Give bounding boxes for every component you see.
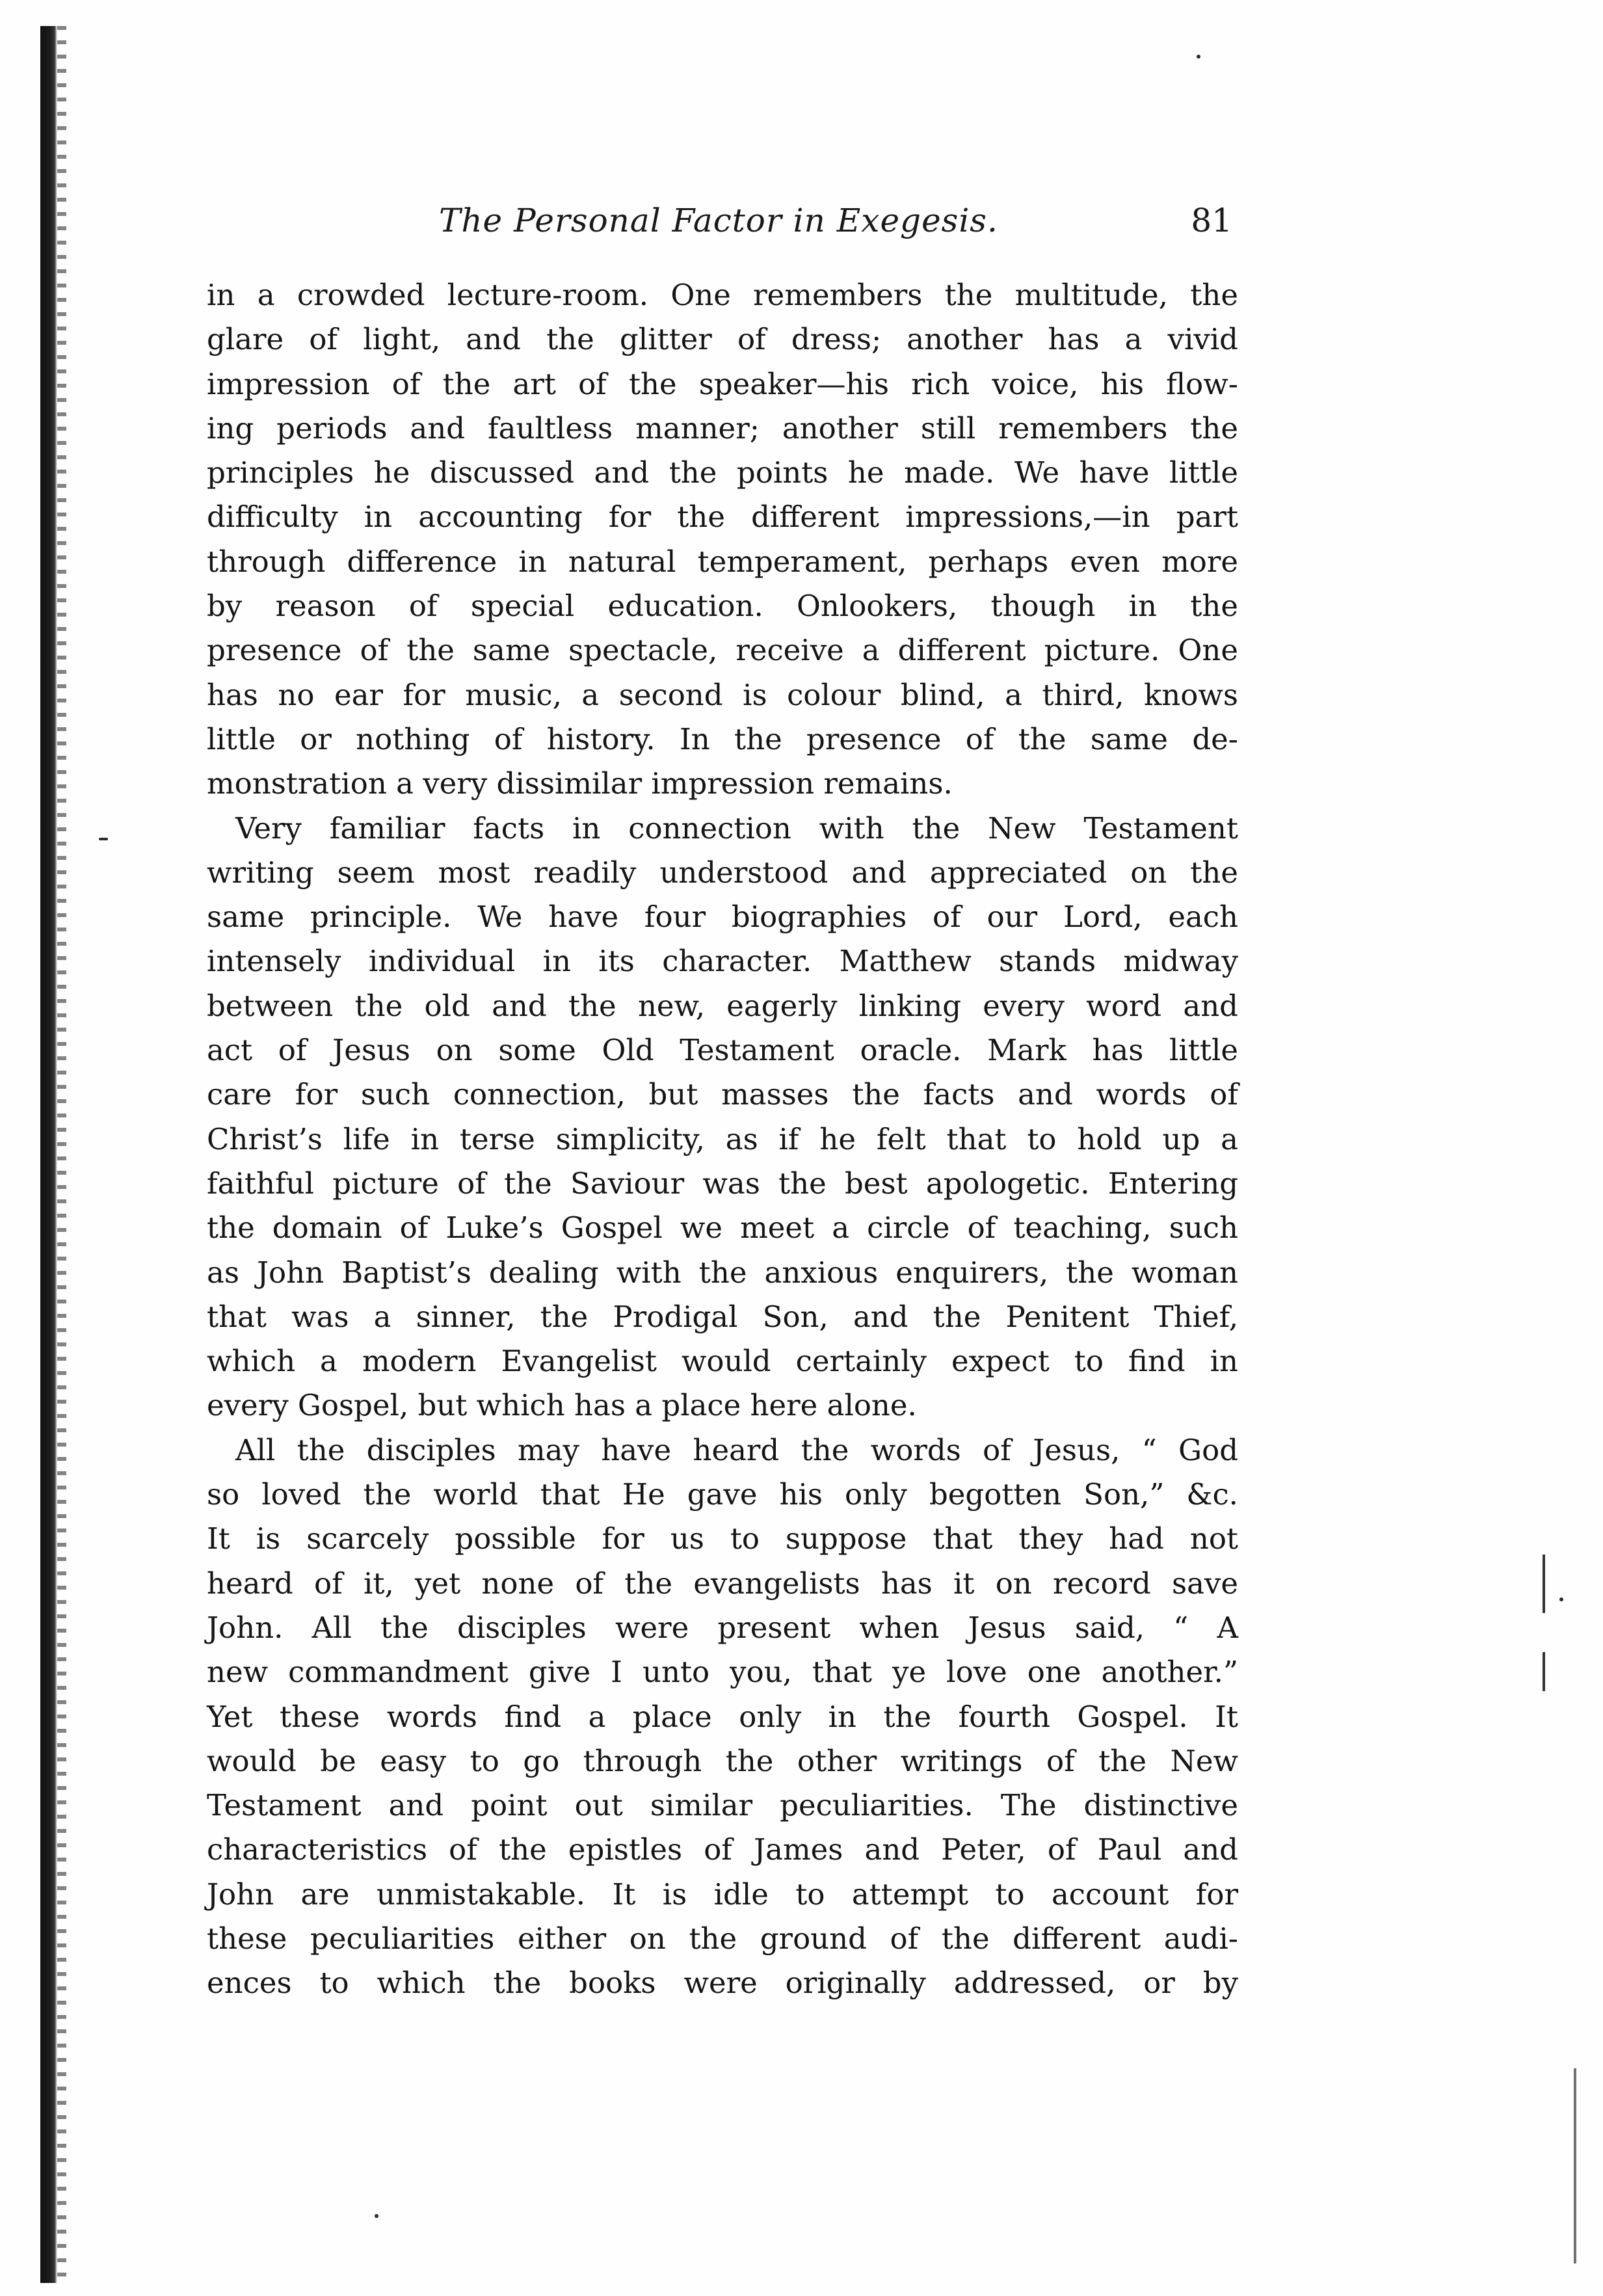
text-line: these peculiarities either on the ground of the different audi- <box>207 1921 1238 1956</box>
text-line: Christ’s life in terse simplicity, as if he felt that to hold up a <box>207 1121 1238 1156</box>
body-text <box>207 273 1238 2006</box>
text-line: has no ear for music, a second is colour blind, a third, knows <box>207 677 1238 712</box>
page-header <box>205 195 1239 254</box>
text-line: in a crowded lecture-room. One remembers the multitude, the <box>207 278 1238 312</box>
text-line: John are unmistakable. It is idle to attempt to account for <box>207 1876 1238 1912</box>
paragraph-2 <box>207 807 1238 1428</box>
text-line: through difference in natural temperament, perhaps even more <box>207 544 1238 579</box>
text-line: John. All the disciples were present when Jesus said, “ A <box>207 1610 1238 1645</box>
edge-mark <box>1543 1555 1545 1613</box>
text-line: by reason of special education. Onlookers, though in the <box>207 589 1238 624</box>
text-line: care for such connection, but masses the facts and words of <box>207 1077 1238 1112</box>
text-line: new commandment give I unto you, that ye love one another.” <box>207 1655 1238 1690</box>
text-line: monstration a very dissimilar impression remains. <box>207 766 953 801</box>
edge-mark <box>1574 2068 1576 2263</box>
text-line: difficulty in accounting for the different impressions,—in part <box>207 500 1238 535</box>
text-line: little or nothing of history. In the presence of the same de- <box>207 721 1238 756</box>
running-title: The Personal Factor in Exegesis. <box>439 202 998 239</box>
text-line: as John Baptist’s dealing with the anxious enquirers, the woman <box>207 1255 1238 1290</box>
text-line: Very familiar facts in connection with the New Testament <box>235 810 1238 846</box>
text-line: It is scarcely possible for us to suppose that they had not <box>207 1521 1238 1556</box>
page-number: 81 <box>1191 202 1232 239</box>
stray-dot <box>1197 55 1200 59</box>
edge-mark <box>1543 1652 1545 1691</box>
text-line: would be easy to go through the other writings of the New <box>207 1743 1238 1778</box>
text-line: which a modern Evangelist would certainly expect to find in <box>207 1344 1238 1379</box>
text-line: characteristics of the epistles of James and Peter, of Paul and <box>207 1832 1238 1867</box>
text-line: intensely individual in its character. Matthew stands midway <box>207 944 1238 979</box>
stray-dot <box>1559 1597 1563 1601</box>
binding-shadow <box>40 26 57 2283</box>
text-line: so loved the world that He gave his only begotten Son,” &c. <box>207 1477 1238 1512</box>
text-line: ences to which the books were originally addressed, or by <box>207 1966 1238 2001</box>
text-line: Testament and point out similar peculiarities. The distinctive <box>207 1788 1238 1823</box>
text-line: ing periods and faultless manner; another still remembers the <box>207 410 1238 446</box>
text-line: heard of it, yet none of the evangelists has it on record save <box>207 1566 1238 1601</box>
text-line: every Gospel, but which has a place here alone. <box>207 1388 917 1423</box>
text-line: glare of light, and the glitter of dress; another has a vivid <box>207 322 1238 357</box>
text-line: writing seem most readily understood and appreciated on the <box>207 855 1238 890</box>
text-line: faithful picture of the Saviour was the best apologetic. Entering <box>207 1166 1238 1201</box>
paragraph-3 <box>207 1428 1238 2006</box>
binding-fringe <box>57 26 66 2283</box>
text-line: that was a sinner, the Prodigal Son, and the Penitent Thief, <box>207 1299 1238 1334</box>
text-line: principles he discussed and the points he made. We have little <box>207 455 1238 490</box>
text-line: between the old and the new, eagerly linking every word and <box>207 988 1238 1023</box>
text-line: the domain of Luke’s Gospel we meet a circle of teaching, such <box>207 1210 1238 1246</box>
text-line: All the disciples may have heard the words of Jesus, “ God <box>235 1432 1238 1467</box>
text-line: impression of the art of the speaker—his rich voice, his flow- <box>207 366 1238 401</box>
text-line: act of Jesus on some Old Testament oracle. Mark has little <box>207 1033 1238 1068</box>
stray-dot <box>375 2214 378 2218</box>
text-line: presence of the same spectacle, receive a different picture. One <box>207 633 1238 668</box>
paragraph-1 <box>207 273 1238 807</box>
text-line: Yet these words find a place only in the fourth Gospel. It <box>207 1699 1238 1734</box>
text-line: same principle. We have four biographies of our Lord, each <box>207 900 1238 935</box>
stray-dot <box>99 838 108 840</box>
